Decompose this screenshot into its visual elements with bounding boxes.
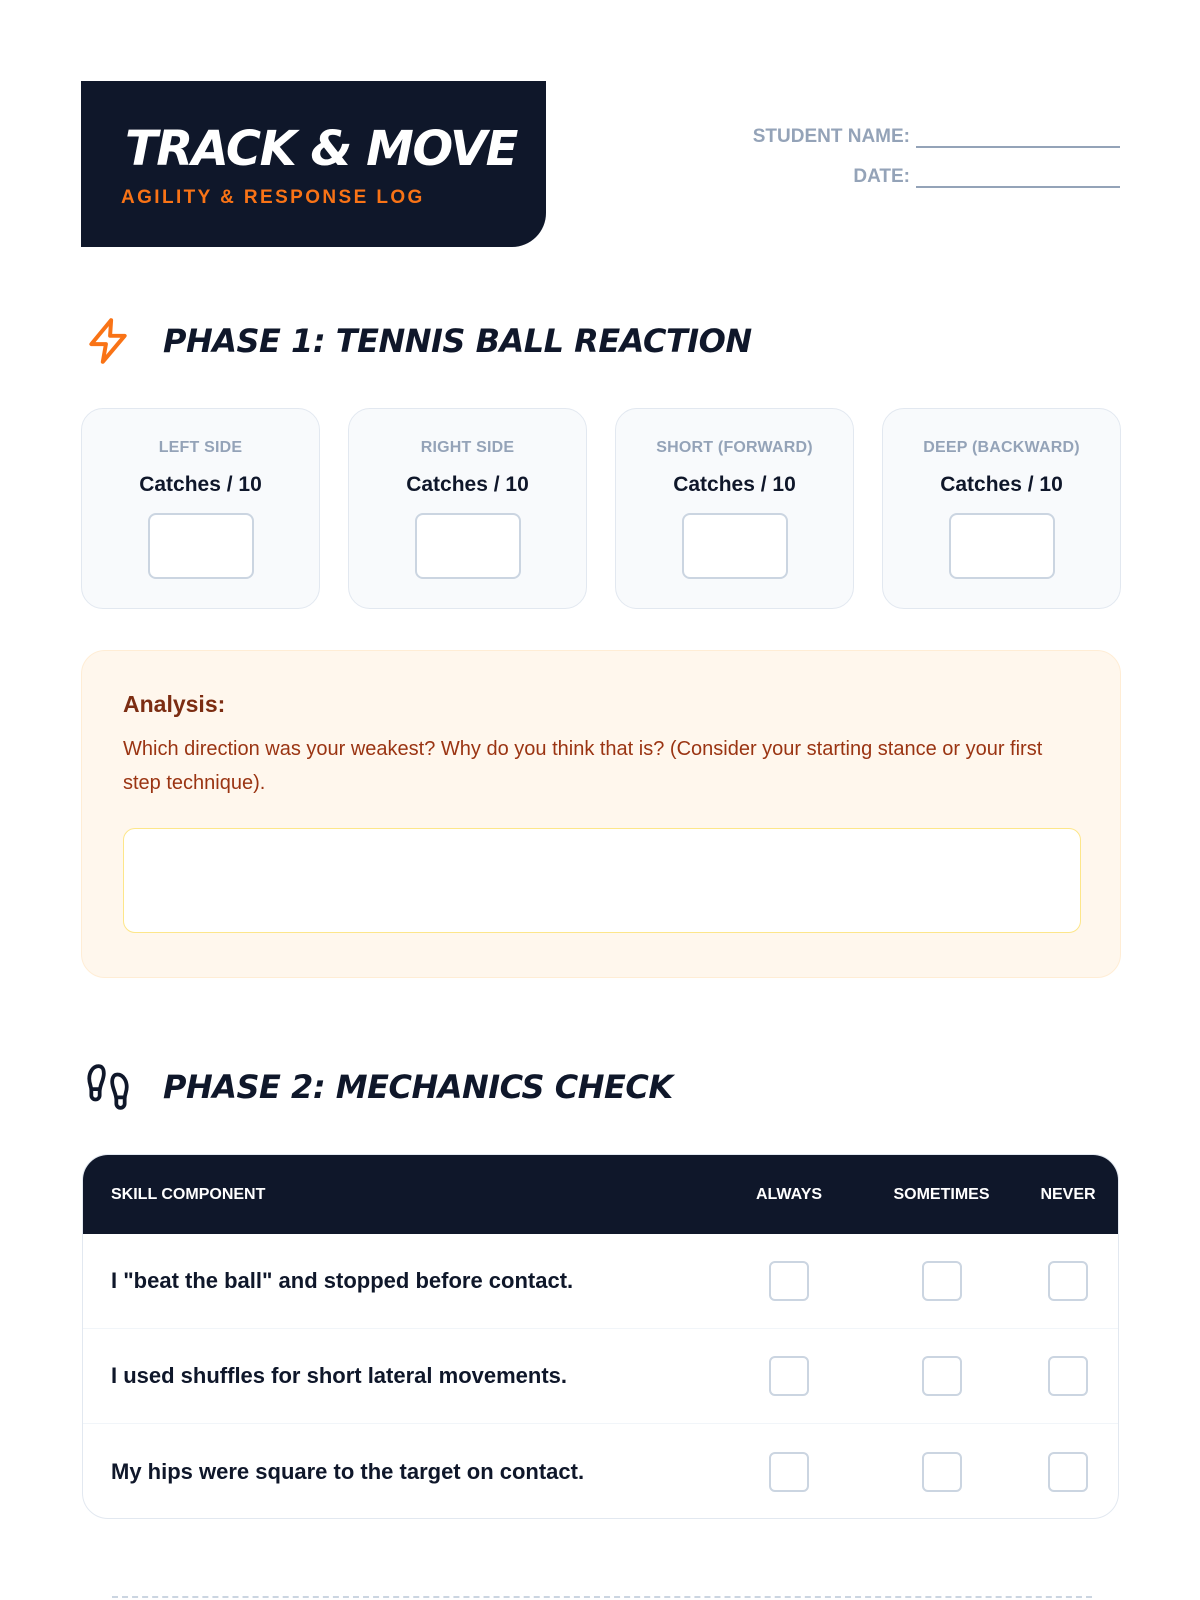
date-row bbox=[753, 148, 1120, 188]
table-row bbox=[83, 1329, 1118, 1424]
analysis-question: Which direction was your weakest? Why do you think that is? (Consider your starting stance or your first step technique). bbox=[123, 738, 1043, 794]
table-header bbox=[83, 1155, 1118, 1234]
never-checkbox[interactable] bbox=[1048, 1356, 1088, 1396]
column-never: NEVER bbox=[1040, 1185, 1096, 1203]
sometimes-checkbox[interactable] bbox=[922, 1356, 962, 1396]
card-sub: Catches / 10 bbox=[406, 473, 529, 496]
column-sometimes: SOMETIMES bbox=[893, 1185, 990, 1203]
phase1-title: PHASE 1: TENNIS BALL REACTION bbox=[163, 322, 752, 360]
brand-title: TRACK & MOVE bbox=[125, 121, 517, 177]
date-label: DATE: bbox=[853, 166, 910, 187]
skill-text: My hips were square to the target on contact. bbox=[111, 1458, 585, 1484]
phase2-header bbox=[83, 1062, 673, 1112]
right-side-catches-input[interactable] bbox=[415, 513, 521, 579]
mechanics-table bbox=[82, 1154, 1119, 1519]
card-sub: Catches / 10 bbox=[139, 473, 262, 496]
phase2-title: PHASE 2: MECHANICS CHECK bbox=[163, 1068, 673, 1106]
card-short-forward bbox=[615, 408, 854, 609]
lightning-bolt-icon bbox=[83, 316, 133, 366]
card-label: RIGHT SIDE bbox=[420, 439, 515, 456]
phase1-header bbox=[83, 316, 752, 366]
deep-backward-catches-input[interactable] bbox=[949, 513, 1055, 579]
brand-subtitle: AGILITY & RESPONSE LOG bbox=[121, 187, 425, 208]
reaction-cards bbox=[81, 408, 1121, 609]
table-row bbox=[83, 1424, 1118, 1519]
sometimes-checkbox[interactable] bbox=[922, 1452, 962, 1492]
card-sub: Catches / 10 bbox=[940, 473, 1063, 496]
sometimes-checkbox[interactable] bbox=[922, 1261, 962, 1301]
short-forward-catches-input[interactable] bbox=[682, 513, 788, 579]
left-side-catches-input[interactable] bbox=[148, 513, 254, 579]
card-left-side bbox=[81, 408, 320, 609]
analysis-title: Analysis: bbox=[123, 691, 226, 717]
date-field[interactable] bbox=[916, 168, 1120, 188]
student-meta bbox=[753, 108, 1120, 188]
never-checkbox[interactable] bbox=[1048, 1452, 1088, 1492]
card-sub: Catches / 10 bbox=[673, 473, 796, 496]
card-label: DEEP (BACKWARD) bbox=[923, 439, 1080, 456]
student-name-label: STUDENT NAME: bbox=[752, 126, 910, 147]
student-name-row bbox=[753, 108, 1120, 148]
card-deep-backward bbox=[882, 408, 1121, 609]
brand-header bbox=[81, 81, 546, 247]
card-label: SHORT (FORWARD) bbox=[656, 439, 813, 456]
column-skill-component: SKILL COMPONENT bbox=[111, 1185, 266, 1203]
table-row bbox=[83, 1234, 1118, 1329]
analysis-answer-field[interactable] bbox=[123, 828, 1081, 933]
never-checkbox[interactable] bbox=[1048, 1261, 1088, 1301]
skill-text: I "beat the ball" and stopped before contact. bbox=[111, 1268, 574, 1293]
analysis-panel bbox=[81, 650, 1121, 978]
skill-text: I used shuffles for short lateral movements. bbox=[111, 1363, 568, 1388]
student-name-field[interactable] bbox=[916, 128, 1120, 148]
column-always: ALWAYS bbox=[755, 1185, 823, 1203]
always-checkbox[interactable] bbox=[769, 1261, 809, 1301]
dashed-divider bbox=[112, 1596, 1092, 1598]
footprints-icon bbox=[83, 1062, 133, 1112]
card-label: LEFT SIDE bbox=[158, 439, 243, 456]
always-checkbox[interactable] bbox=[769, 1356, 809, 1396]
card-right-side bbox=[348, 408, 587, 609]
always-checkbox[interactable] bbox=[769, 1452, 809, 1492]
